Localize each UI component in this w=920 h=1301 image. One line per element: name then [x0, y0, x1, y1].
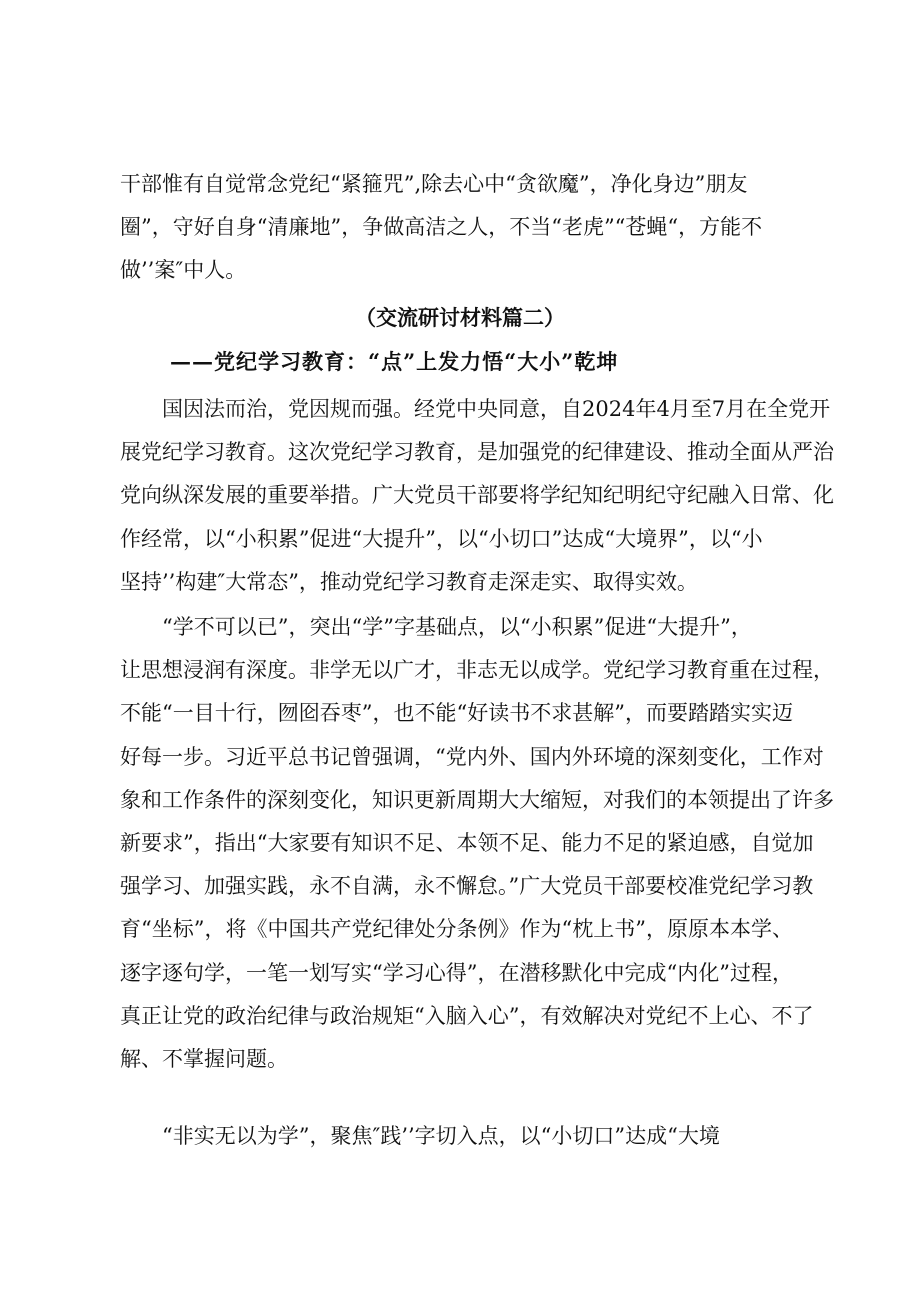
paragraph-3 [120, 1115, 810, 1158]
text-line: 育“坐标”，将《中国共产党纪律处分条例》作为“枕上书”，原原本本学、 [120, 917, 793, 942]
text-line: 圈”，守好自身“清廉地”，争做高洁之人，不当“老虎”“苍蝇“，方能不 [120, 215, 763, 240]
section-title: （交流研讨材料篇二） [355, 305, 565, 330]
text-line: 解、不掌握问题。 [120, 1047, 288, 1072]
text-line: 象和工作条件的深刻变化，知识更新周期大大缩短，对我们的本领提出了许多 [120, 787, 834, 812]
text-line: 真正让党的政治纪律与政治规矩“入脑入心”，有效解决对党纪不上心、不了 [120, 1003, 814, 1028]
text-line: 坚持’’构建″大常态”，推动党纪学习教育走深走实、取得实效。 [120, 569, 698, 594]
text-line: 强学习、加强实践，永不自满，永不懈怠。”广大党员干部要校准党纪学习教 [120, 874, 814, 899]
section-subtitle: ——党纪学习教育：“点”上发力悟“大小”乾坤 [170, 349, 619, 374]
text-line: 好每一步。习近平总书记曾强调，“党内外、国内外环境的深刻变化，工作对 [120, 744, 824, 769]
paragraph-2 [120, 606, 834, 1081]
text-line: 做’’案″中人。 [120, 258, 247, 283]
intro-paragraph [120, 163, 810, 293]
text-line: 新要求”，指出“大家要有知识不足、本领不足、能力不足的紧迫感，自觉加 [120, 831, 814, 856]
text-line: 党向纵深发展的重要举措。广大党员干部要将学纪知纪明纪守纪融入日常、化 [120, 483, 834, 508]
text-line: “学不可以已”，突出“学”字基础点，以“小积累”促进“大提升”， [120, 615, 752, 639]
paragraph-1 [120, 388, 834, 604]
text-line: 不能“一目十行，囫囵吞枣”，也不能“好读书不求甚解”，而要踏踏实实迈 [120, 701, 793, 726]
text-line: 逐字逐句学，一笔一划写实“学习心得”，在潜移默化中完成“内化”过程， [120, 960, 793, 985]
text-line: 作经常，以“小积累”促进“大提升”，以“小切口”达成“大境界”，以“小 [120, 526, 763, 551]
text-line: 展党纪学习教育。这次党纪学习教育，是加强党的纪律建设、推动全面从严治 [120, 440, 834, 465]
text-line: 让思想浸润有深度。非学无以广才，非志无以成学。党纪学习教育重在过程， [120, 658, 834, 683]
text-line: “非实无以为学”，聚焦″践’’字切入点，以“小切口”达成“大境 [120, 1124, 720, 1148]
text-line: 国因法而治，党因规而强。经党中央同意，自2024年4月至7月在全党开 [120, 397, 831, 421]
text-line: 干部惟有自觉常念党纪“紧箍咒”,除去心中“贪欲魔”，净化身边”朋友 [120, 172, 748, 196]
